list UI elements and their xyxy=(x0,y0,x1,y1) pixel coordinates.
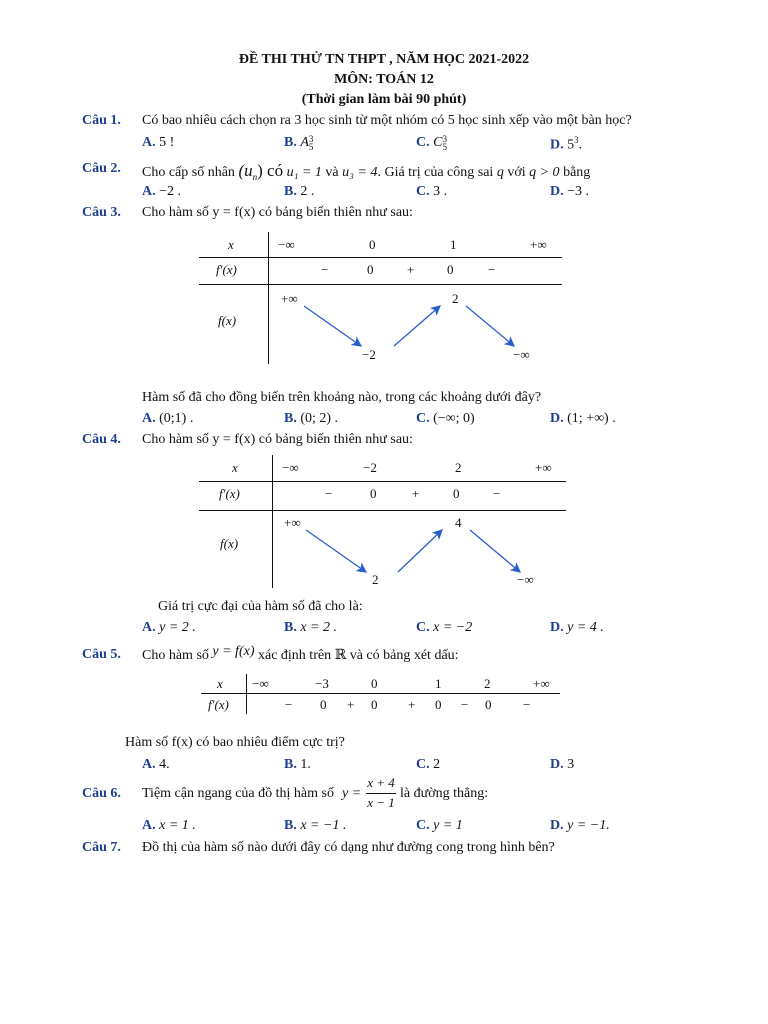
q5-fp-val: + xyxy=(347,697,355,712)
q5-text xyxy=(142,644,459,664)
q5-x-val: −3 xyxy=(315,676,329,691)
q5-x-label: x xyxy=(217,676,223,691)
q5-option-a-key: A. xyxy=(142,757,156,772)
q2-label: Câu 2. xyxy=(82,161,121,176)
q3-option-a-text: (0;1) . xyxy=(159,411,194,426)
q5-x-val: +∞ xyxy=(533,676,550,691)
q3-option-d-text: (1; +∞) . xyxy=(567,411,616,426)
q5-text-c: xác định trên ℝ và có bảng xét dấu: xyxy=(257,648,459,663)
q2-option-b-text: 2 . xyxy=(300,184,315,199)
q2-option-d-key: D. xyxy=(550,184,564,199)
q2-u3: u₃ = 4 xyxy=(342,165,378,180)
q6-option-a-key: A. xyxy=(142,818,156,833)
q5-fp-label: f′(x) xyxy=(208,697,229,712)
time-note: (Thời gian làm bài 90 phút) xyxy=(301,92,467,107)
q6-option-d-key: D. xyxy=(550,818,564,833)
q1-option-d-key: D. xyxy=(550,137,564,153)
q5-option-d-text: 3 xyxy=(567,757,575,772)
q4-fp-val: 0 xyxy=(453,486,460,501)
q5-fp-val: 0 xyxy=(320,697,327,712)
q4-f-val: 2 xyxy=(372,572,379,587)
q6-option-c-key: C. xyxy=(416,818,430,833)
q4-x-val: 2 xyxy=(455,460,462,475)
q4-option-a-key: A. xyxy=(142,620,156,635)
q1-option-a-key: A. xyxy=(142,135,156,150)
q3-option-b-text: (0; 2) . xyxy=(300,411,339,426)
q2-text: Cho cấp số nhân $(u_n)$ có u₁ = 1 và u₃ = 4. Giá trị của công sai q với q > 0 bằng xyxy=(142,161,591,182)
q5-x-val: 1 xyxy=(435,676,442,691)
q3-f-val: 2 xyxy=(452,291,459,306)
q5-option-b-key: B. xyxy=(284,757,297,772)
q7-text: Đồ thị của hàm số nào dưới đây có dạng như đường cong trong hình bên? xyxy=(142,840,555,855)
q4-x-val: +∞ xyxy=(535,460,552,475)
q3-option-a-key: A. xyxy=(142,411,156,426)
q3-text: Cho hàm số y = f(x) có bảng biến thiên như sau: xyxy=(142,205,413,220)
q3-label: Câu 3. xyxy=(82,205,121,220)
q3-fp-val: + xyxy=(407,262,415,277)
q3-f-val: +∞ xyxy=(281,291,298,306)
q3-x-val: −∞ xyxy=(278,237,295,252)
q2-option-b-key: B. xyxy=(284,184,297,199)
q5-option-d[interactable] xyxy=(550,757,574,773)
q4-option-a-text: y = 2 . xyxy=(159,620,196,635)
q5-x-val: 2 xyxy=(484,676,491,691)
q1-option-b-text: A xyxy=(300,135,309,151)
q5-sub: Hàm số f(x) có bao nhiêu điểm cực trị? xyxy=(125,735,345,750)
q2-cond: q > 0 xyxy=(529,165,560,180)
q4-option-d[interactable] xyxy=(550,620,604,636)
q5-option-a-text: 4. xyxy=(159,757,170,772)
q6-option-b-key: B. xyxy=(284,818,297,833)
q5-option-d-key: D. xyxy=(550,757,564,772)
q4-option-c-key: C. xyxy=(416,620,430,635)
q6-option-b-text: x = −1 . xyxy=(300,818,347,833)
q2-seq-close: ) có xyxy=(257,161,284,180)
q1-option-a-text: 5 ! xyxy=(159,135,175,150)
q3-option-c-text: (−∞; 0) xyxy=(433,411,475,426)
q6-label: Câu 6. xyxy=(82,786,121,801)
q3-f-val: −2 xyxy=(362,347,376,362)
q4-fp-label: f′(x) xyxy=(219,486,240,501)
q5-option-b[interactable] xyxy=(284,757,311,773)
q6-text-a: Tiệm cận ngang của đồ thị hàm số xyxy=(142,786,334,801)
q5-fp-val: − xyxy=(523,697,531,712)
q6-option-d[interactable] xyxy=(550,818,610,834)
q3-option-c-key: C. xyxy=(416,411,430,426)
q6-option-c[interactable] xyxy=(416,818,463,834)
q3-x-val: 1 xyxy=(450,237,457,252)
q2-seq-open: (u xyxy=(238,161,253,180)
q3-x-label: x xyxy=(228,237,234,252)
q4-fp-val: − xyxy=(493,486,501,501)
q4-f-label: f(x) xyxy=(220,536,239,551)
q3-x-val: +∞ xyxy=(530,237,547,252)
q4-option-c[interactable] xyxy=(416,620,472,636)
q4-arrow-down-2 xyxy=(470,530,520,572)
q5-option-c-text: 2 xyxy=(433,757,441,772)
q1-option-c-text: C xyxy=(433,135,443,151)
q1-option-b-key: B. xyxy=(284,135,297,151)
q5-fp-val: − xyxy=(461,697,469,712)
q3-f-val: −∞ xyxy=(513,347,530,362)
q7-label: Câu 7. xyxy=(82,840,121,855)
q2-text-k: bằng xyxy=(563,165,591,180)
q3-fp-label: f′(x) xyxy=(216,262,237,277)
q3-fp-val: − xyxy=(321,262,329,277)
q5-option-c[interactable] xyxy=(416,757,440,773)
q6-denominator: x − 1 xyxy=(367,795,395,810)
q2-text-g: . Giá trị của công sai xyxy=(377,165,494,180)
q2-q: q xyxy=(496,165,504,180)
q5-fp-val: 0 xyxy=(485,697,492,712)
q2-option-c-text: 3 . xyxy=(433,184,448,199)
exam-title: ĐỀ THI THỬ TN THPT , NĂM HỌC 2021-2022 xyxy=(238,52,530,67)
q4-fp-val: − xyxy=(325,486,333,501)
q5-option-b-text: 1. xyxy=(300,757,311,772)
q4-x-val: −∞ xyxy=(282,460,299,475)
q1-option-c-key: C. xyxy=(416,135,430,151)
q6-option-a[interactable] xyxy=(142,818,196,834)
q3-option-d-key: D. xyxy=(550,411,564,426)
q4-x-label: x xyxy=(232,460,238,475)
q5-func: y = f(x) xyxy=(212,644,255,659)
q5-fp-val: 0 xyxy=(371,697,378,712)
q5-text-a: Cho hàm số xyxy=(142,648,209,663)
q4-f-val: 4 xyxy=(455,515,462,530)
q5-fp-val: − xyxy=(285,697,293,712)
q6-option-b[interactable] xyxy=(284,818,346,834)
q5-label: Câu 5. xyxy=(82,647,121,662)
q1-option-d[interactable]: D. $5^3$. xyxy=(550,135,583,153)
q4-text: Cho hàm số y = f(x) có bảng biến thiên như sau: xyxy=(142,432,413,447)
q4-f-val: +∞ xyxy=(284,515,301,530)
q5-fp-val: 0 xyxy=(435,697,442,712)
q4-option-b-key: B. xyxy=(284,620,297,635)
q4-fp-val: 0 xyxy=(370,486,377,501)
q1-text: Có bao nhiêu cách chọn ra 3 học sinh từ một nhóm có 5 học sinh xếp vào một bàn học? xyxy=(142,113,632,128)
q6-option-a-text: x = 1 . xyxy=(159,818,196,833)
q1-option-c[interactable]: C. C 3 5 xyxy=(416,134,447,152)
q2-with: với xyxy=(507,165,526,180)
q4-fp-val: + xyxy=(412,486,420,501)
q3-fp-val: 0 xyxy=(367,262,374,277)
q1-label: Câu 1. xyxy=(82,113,121,128)
q2-text-a: Cho cấp số nhân xyxy=(142,165,235,180)
q6-option-d-text: y = −1. xyxy=(567,818,610,833)
q5-option-c-key: C. xyxy=(416,757,430,772)
q2-u1: u₁ = 1 xyxy=(286,165,322,180)
q4-option-a[interactable] xyxy=(142,620,196,636)
q4-x-val: −2 xyxy=(363,460,377,475)
q4-option-d-key: D. xyxy=(550,620,564,635)
q4-sub: Giá trị cực đại của hàm số đã cho là: xyxy=(158,599,363,614)
q4-option-b-text: x = 2 . xyxy=(300,620,338,635)
q2-option-d-text: −3 . xyxy=(567,184,590,199)
q2-and: và xyxy=(325,165,339,180)
q2-option-c-key: C. xyxy=(416,184,430,199)
q3-x-val: 0 xyxy=(369,237,376,252)
q3-sub: Hàm số đã cho đồng biến trên khoảng nào, trong các khoảng dưới đây? xyxy=(142,390,542,405)
q1-option-d-text: 5 xyxy=(567,137,575,153)
q5-fp-val: + xyxy=(408,697,416,712)
subject-title: MÔN: TOÁN 12 xyxy=(334,72,434,87)
q5-option-a[interactable] xyxy=(142,757,170,773)
q6-y-eq: y = xyxy=(342,786,362,801)
q4-option-d-text: y = 4 . xyxy=(567,620,604,635)
q5-x-val: −∞ xyxy=(252,676,269,691)
q4-arrow-down-1 xyxy=(306,530,366,572)
q2-option-a-key: A. xyxy=(142,184,156,199)
q6-numerator: x + 4 xyxy=(367,775,395,790)
q4-arrow-up xyxy=(398,530,442,572)
q3-f-label: f(x) xyxy=(218,313,237,328)
q2-option-a-text: −2 . xyxy=(159,184,182,199)
q4-f-val: −∞ xyxy=(517,572,534,587)
q6-option-c-text: y = 1 xyxy=(433,818,463,833)
q6-text-b: là đường thẳng: xyxy=(400,786,489,801)
q3-option-b-key: B. xyxy=(284,411,297,426)
q1-option-b[interactable]: B. A 3 5 xyxy=(284,134,314,152)
q5-x-val: 0 xyxy=(371,676,378,691)
q4-label: Câu 4. xyxy=(82,432,121,447)
q4-option-b[interactable] xyxy=(284,620,337,636)
q4-option-c-text: x = −2 xyxy=(433,620,473,635)
q3-fp-val: 0 xyxy=(447,262,454,277)
q3-fp-val: − xyxy=(488,262,496,277)
